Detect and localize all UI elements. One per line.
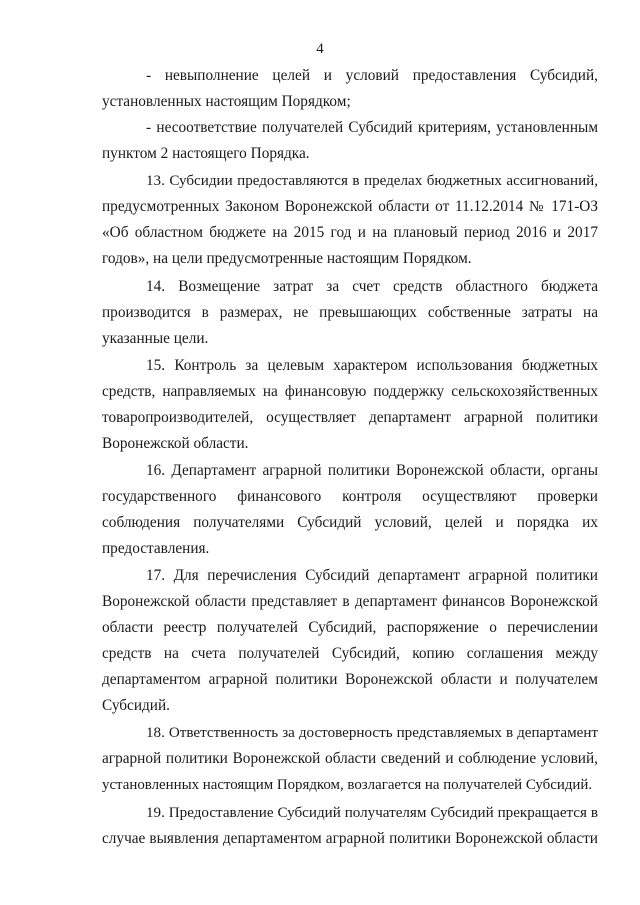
text-line: - невыполнение целей и условий предоставления Субсидий, [146,67,598,84]
text-line: департаментом аграрной политики Воронежской области и получателем [102,671,598,688]
text-line: случае выявления департаментом аграрной политики Воронежской области [102,830,598,847]
text-line: установленных настоящим Порядком; [102,93,351,110]
text-line: производится в размерах, не превышающих собственные затраты на [102,304,598,321]
text-line: средств, направляемых на финансовую поддержку сельскохозяйственных [102,383,598,400]
text-line: государственного финансового контроля осуществляют проверки [102,488,598,505]
text-line: 19. Предоставление Субсидий получателям Субсидий прекращается в [146,805,598,821]
text-line: 15. Контроль за целевым характером использования бюджетных [146,357,598,374]
text-line: Воронежской области представляет в департамент финансов Воронежской [102,593,598,610]
text-line: «Об областном бюджете на 2015 год и на плановый период 2016 и 2017 [102,224,598,241]
text-line: 16. Департамент аграрной политики Воронежской области, органы [146,462,598,479]
page-number: 4 [316,41,324,57]
text-line: 18. Ответственность за достоверность представляемых в департамент [146,725,598,741]
text-line: годов», на цели предусмотренные настоящим Порядком. [102,250,472,267]
text-line: 13. Субсидии предоставляются в пределах бюджетных ассигнований, [146,173,598,189]
text-line: товаропроизводителей, осуществляет департамент аграрной политики [102,409,598,426]
text-line: Воронежской области. [102,435,249,452]
text-line: Субсидий. [102,697,171,714]
text-line: указанные цели. [102,330,209,347]
text-line: предоставления. [102,540,210,557]
text-line: установленных настоящим Порядком, возлагается на получателей Субсидий. [102,777,593,793]
text-line: - несоответствие получателей Субсидий критериям, установленным [146,119,598,136]
text-line: предусмотренных Законом Воронежской области от 11.12.2014 № 171-ОЗ [102,198,598,215]
text-line: пунктом 2 настоящего Порядка. [102,145,310,162]
text-line: соблюдения получателями Субсидий условий, целей и порядка их [102,514,598,531]
text-line: аграрной политики Воронежской области сведений и соблюдение условий, [102,750,598,767]
text-line: 17. Для перечисления Субсидий департамент аграрной политики [146,567,598,584]
text-line: средств на счета получателей Субсидий, копию соглашения между [102,645,598,662]
text-line: 14. Возмещение затрат за счет средств областного бюджета [146,278,598,295]
text-line: области реестр получателей Субсидий, распоряжение о перечислении [102,619,598,636]
